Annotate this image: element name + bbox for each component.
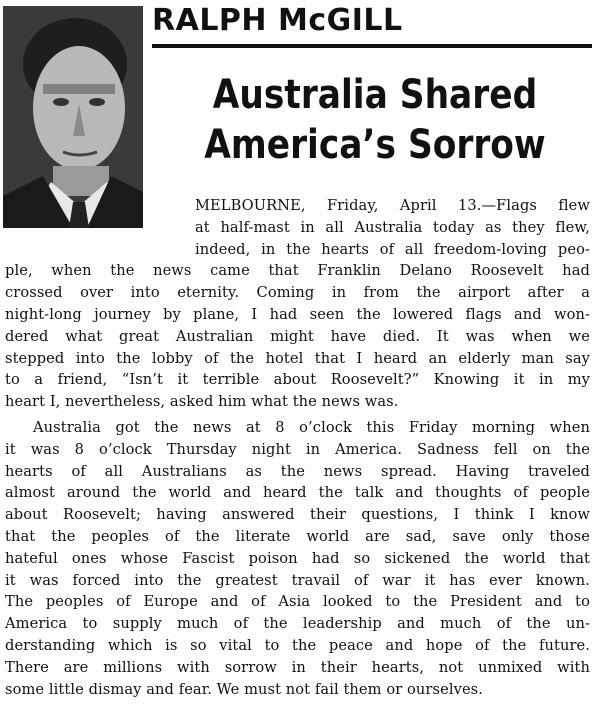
body-line: heart I, nevertheless, asked him what the news was. bbox=[5, 393, 399, 411]
body-line: it was 8 o’clock Thursday night in America. Sadness fell on the bbox=[5, 440, 590, 458]
body-line: MELBOURNE, Friday, April 13.—Flags flew bbox=[195, 197, 590, 214]
article-body bbox=[5, 195, 590, 700]
body-line: at half-mast in all Australia today as they flew, bbox=[195, 218, 590, 236]
body-line: to a friend, “Isn’t it terrible about Roosevelt?” Knowing it in my bbox=[5, 371, 590, 389]
paragraph-2 bbox=[5, 417, 590, 700]
headline-line-2: America’s Sorrow bbox=[204, 122, 546, 168]
body-line: about Roosevelt; having answered their questions, I think I know bbox=[5, 506, 590, 524]
body-line: dered what great Australian might have died. It was when we bbox=[5, 327, 590, 345]
columnist-byline: RALPH McGILL bbox=[152, 3, 403, 38]
body-line: that the peoples of the literate world are sad, save only those bbox=[5, 527, 590, 545]
paragraph-1 bbox=[5, 195, 590, 413]
body-line: hearts of all Australians as the news spread. Having traveled bbox=[5, 462, 590, 480]
body-line: night-long journey by plane, I had seen the lowered flags and won- bbox=[5, 305, 590, 323]
body-line: America to supply much of the leadership and much of the un- bbox=[5, 615, 590, 633]
headline bbox=[190, 70, 560, 170]
body-line: The peoples of Europe and of Asia looked to the President and to bbox=[5, 593, 590, 611]
body-line: almost around the world and heard the talk and thoughts of people bbox=[5, 484, 590, 502]
body-line: derstanding which is so vital to the peace and hope of the future. bbox=[5, 636, 590, 654]
body-line: Australia got the news at 8 o’clock this Friday morning when bbox=[33, 418, 590, 436]
body-line: hateful ones whose Fascist poison had so sickened the world that bbox=[5, 549, 590, 567]
body-line: There are millions with sorrow in their hearts, not unmixed with bbox=[5, 658, 590, 676]
body-line: some little dismay and fear. We must not fail them or ourselves. bbox=[5, 680, 484, 698]
body-line: ple, when the news came that Franklin Delano Roosevelt had bbox=[5, 262, 590, 280]
byline-rule bbox=[152, 44, 592, 48]
body-line: crossed over into eternity. Coming in from the airport after a bbox=[5, 284, 590, 302]
headline-line-1: Australia Shared bbox=[212, 72, 538, 118]
body-line: stepped into the lobby of the hotel that I heard an elderly man say bbox=[5, 349, 590, 367]
body-line: indeed, in the hearts of all freedom-loving peo- bbox=[195, 240, 590, 258]
body-line: it was forced into the greatest travail of war it has ever known. bbox=[5, 571, 590, 589]
